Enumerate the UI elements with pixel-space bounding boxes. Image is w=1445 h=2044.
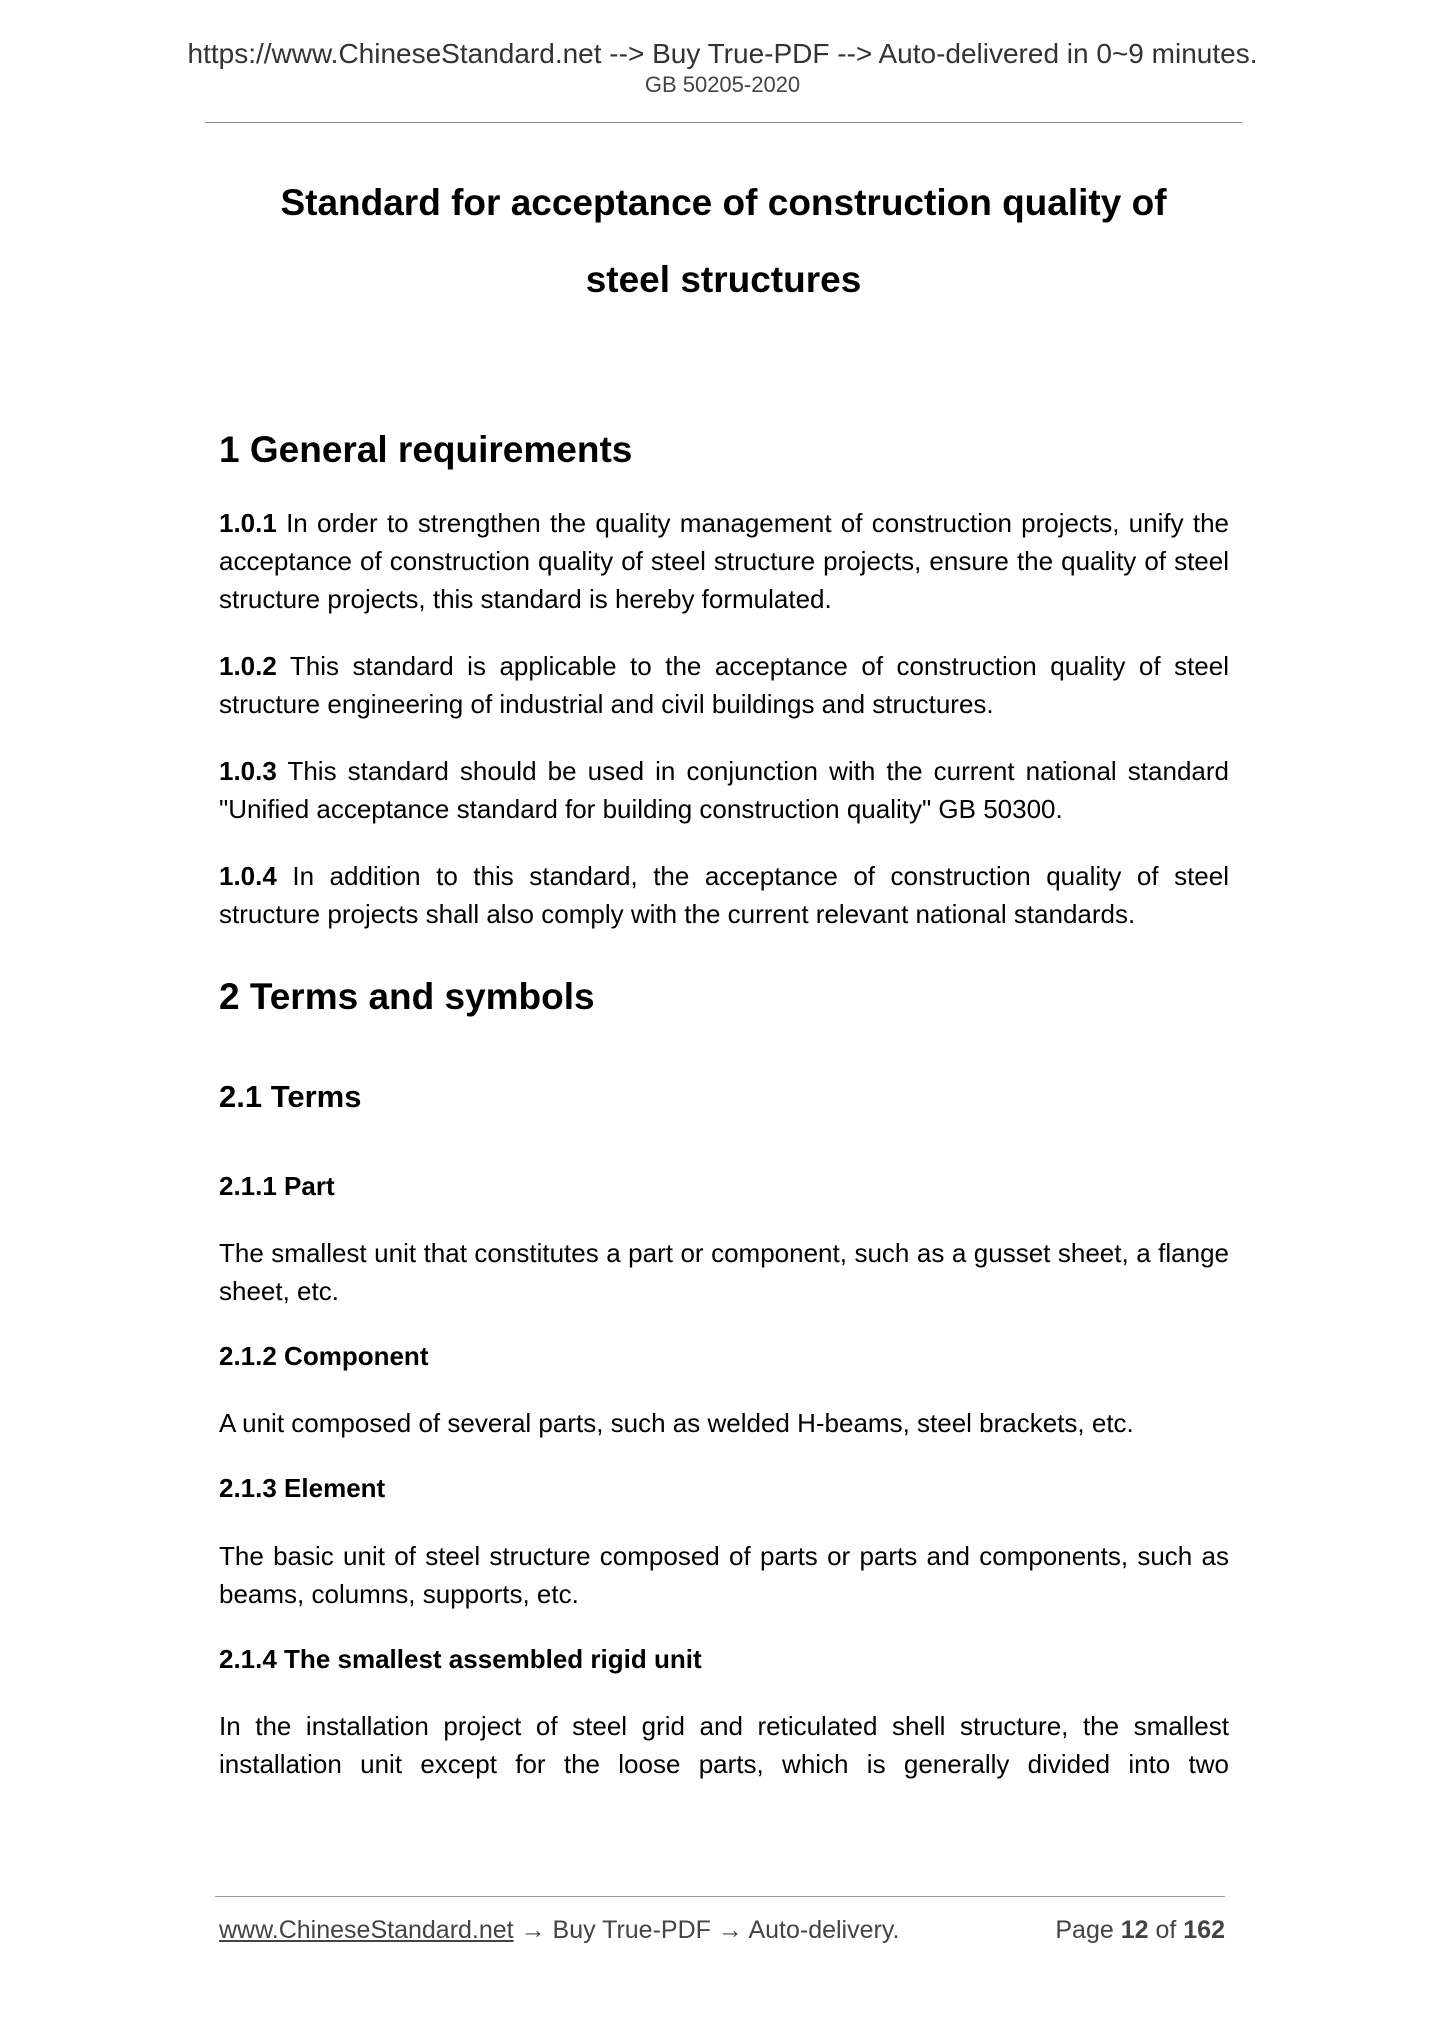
header-divider [205, 122, 1242, 123]
clause-text: In addition to this standard, the acceptance of construction quality of steel structure projects shall also comply with the current relevant national standards. [219, 861, 1229, 930]
clause-number: 1.0.2 [219, 651, 277, 682]
chapter-2-heading: 2 Terms and symbols [219, 976, 595, 1018]
page-of: of [1155, 1916, 1177, 1944]
term-2-1-3-definition: The basic unit of steel structure composed of parts or parts and components, such as beams, columns, supports, etc. [219, 1540, 1229, 1609]
clause-1-0-3 [219, 752, 1229, 828]
footer-divider [215, 1896, 1225, 1897]
clause-number: 1.0.4 [219, 861, 277, 892]
chapter-1-heading: 1 General requirements [219, 429, 633, 470]
term-2-1-3-heading: 2.1.3 Element [219, 1473, 386, 1504]
term-2-1-2-definition: A unit composed of several parts, such as welded H-beams, steel brackets, etc. [219, 1408, 1134, 1439]
document-title [205, 164, 1242, 318]
term-2-1-4-definition: In the installation project of steel grid and reticulated shell structure, the smallest installation unit except for the loose parts, which is generally divided into two [219, 1710, 1229, 1779]
page-total: 162 [1183, 1916, 1225, 1944]
footer-site-link[interactable]: www.ChineseStandard.net [219, 1916, 514, 1944]
clause-1-0-4 [219, 857, 1229, 933]
arrow-right-icon: → [520, 1916, 546, 1944]
clause-1-0-1 [219, 504, 1229, 618]
title-line-2: steel structures [585, 259, 862, 300]
footer-buy-text: Buy True-PDF [552, 1916, 711, 1944]
clause-number: 1.0.3 [219, 756, 277, 787]
page-footer [219, 1918, 1225, 1943]
term-2-1-2-heading: 2.1.2 Component [219, 1341, 429, 1372]
clause-text: This standard is applicable to the acceptance of construction quality of steel structure engineering of industrial and civil buildings and structures. [219, 651, 1230, 720]
term-2-1-1-heading: 2.1.1 Part [219, 1170, 335, 1201]
top-banner-link[interactable]: https://www.ChineseStandard.net --> Buy True-PDF --> Auto-delivered in 0~9 minutes. [187, 38, 1258, 69]
clause-text: In order to strengthen the quality management of construction projects, unify the acceptance of construction quality of steel structure projects, ensure the quality of steel structure projects, this standard is hereby formulated. [219, 508, 1229, 615]
term-2-1-4-heading: 2.1.4 The smallest assembled rigid unit [219, 1643, 702, 1674]
clause-text: This standard should be used in conjunction with the current national standard "Unified acceptance standard for building construction quality" GB 50300. [219, 756, 1229, 825]
title-line-1: Standard for acceptance of construction quality of [280, 182, 1167, 223]
document-body [219, 428, 1229, 1783]
footer-delivery-text: Auto-delivery. [748, 1916, 900, 1944]
page-current: 12 [1120, 1916, 1149, 1944]
standard-code: GB 50205-2020 [644, 72, 801, 97]
arrow-right-icon: → [717, 1916, 743, 1944]
page-indicator [1055, 1918, 1225, 1943]
page-label: Page [1055, 1916, 1114, 1944]
clause-1-0-2 [219, 647, 1229, 723]
section-2-1-heading: 2.1 Terms [219, 1078, 362, 1114]
clause-number: 1.0.1 [219, 508, 277, 539]
term-2-1-1-definition: The smallest unit that constitutes a part or component, such as a gusset sheet, a flange sheet, etc. [219, 1238, 1229, 1307]
